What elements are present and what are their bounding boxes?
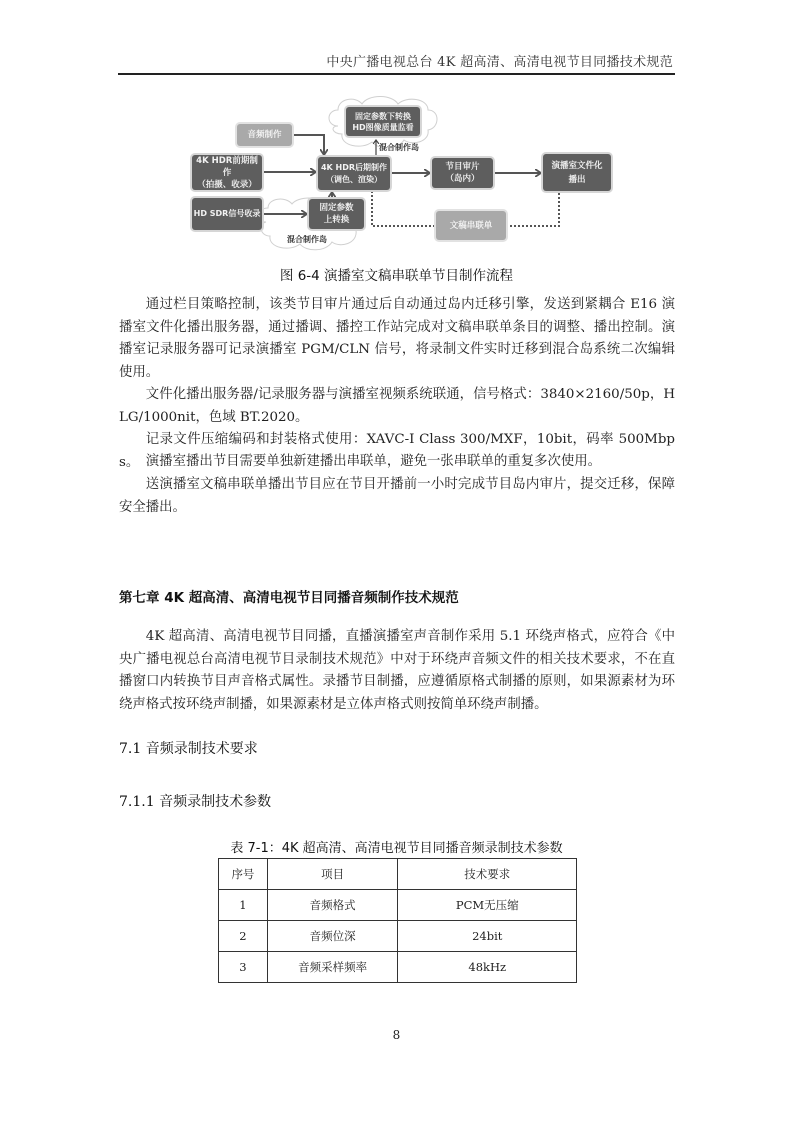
node-label: 固定参数下转换 [355, 111, 411, 121]
node-label: （调色、渲染） [326, 174, 382, 184]
node-4k-hdr-post-production [318, 157, 390, 190]
node-4k-hdr-pre-production [192, 155, 262, 190]
island-label-top: 混合制作岛 [379, 143, 419, 152]
paragraph: 送演播室文稿串联单播出节目应在节目开播前一小时完成节目岛内审片，提交迁移，保障安全播出。 [119, 477, 675, 515]
node-label: （岛内） [445, 174, 480, 184]
table-cell: 音频采样频率 [267, 952, 398, 983]
node-label: 演播室文件化 [551, 160, 603, 171]
flow-diagram [0, 0, 793, 260]
table-header-row [219, 859, 577, 890]
node-label: 上转换 [323, 215, 350, 225]
table-cell: 1 [219, 890, 268, 921]
table-cell: 音频格式 [267, 890, 398, 921]
paragraph: 记录文件压缩编码和封装格式使用：XAVC-I Class 300/MXF，10bit，码率 500Mbps。 [119, 432, 675, 470]
chapter-heading: 第七章 4K 超高清、高清电视节目同播音频制作技术规范 [119, 590, 459, 606]
node-studio-file-playout [543, 154, 611, 191]
node-label: 播出 [568, 174, 586, 185]
arrow-audio-to-post [292, 135, 324, 155]
section-heading-7-1-1: 7.1.1 音频录制技术参数 [119, 794, 272, 810]
node-label: HD SDR信号收录 [193, 209, 261, 218]
paragraph: 文件化播出服务器/记录服务器与演播室视频系统联通，信号格式：3840×2160/50p，HLG/1000nit，色域 BT.2020。 [119, 387, 675, 425]
node-label: 文稿串联单 [449, 220, 493, 231]
running-header: 中央广播电视总台 4K 超高清、高清电视节目同播技术规范 [326, 55, 673, 70]
table-cell: 48kHz [398, 952, 577, 983]
node-fixed-upconvert [309, 199, 364, 229]
section-heading-7-1: 7.1 音频录制技术要求 [119, 741, 258, 757]
node-label: HD图像质量监看 [352, 122, 414, 132]
table-row [219, 890, 577, 921]
table-row [219, 952, 577, 983]
node-hd-sdr-ingest [192, 198, 262, 230]
column-header: 技术要求 [398, 859, 577, 890]
table-cell: 音频位深 [267, 921, 398, 952]
node-program-review [432, 158, 493, 188]
paragraph: 演播室播出节目需要单独新建播出串联单，避免一张串联单的重复多次使用。 [145, 454, 602, 469]
audio-params-table [218, 858, 577, 983]
dotted-post-to-rundown [372, 191, 434, 226]
table-caption: 表 7-1：4K 超高清、高清电视节目同播音频录制技术参数 [230, 841, 563, 856]
chapter-intro: 4K 超高清、高清电视节目同播，直播演播室声音制作采用 5.1 环绕声格式，应符合《中央广播电视总台高清电视节目录制技术规范》中对于环绕声音频文件的相关技术要求，不在直播窗口内转换节目声音格式属性。录播节目制播，应遵循原格式制播的原则，如果源素材为环绕声格式按环绕声制播，如果源素材是立体声格式则按简单环绕声制播。 [119, 629, 675, 712]
table-cell: 24bit [398, 921, 577, 952]
column-header: 序号 [219, 859, 268, 890]
node-label: 固定参数 [319, 203, 354, 213]
node-audio-production [237, 124, 292, 146]
node-rundown [436, 211, 506, 240]
dotted-rundown-to-playout [506, 192, 559, 226]
figure-caption: 图 6-4 演播室文稿串联单节目制作流程 [279, 268, 514, 284]
table-cell: 2 [219, 921, 268, 952]
node-label: 节目审片 [445, 162, 480, 172]
table-cell: 3 [219, 952, 268, 983]
node-fixed-downconvert [346, 107, 420, 136]
table-row [219, 921, 577, 952]
table-cell: PCM无压缩 [398, 890, 577, 921]
node-label: 4K HDR后期制作 [320, 162, 388, 172]
island-label-bottom: 混合制作岛 [287, 235, 327, 244]
paragraph: 通过栏目策略控制，该类节目审片通过后自动通过岛内迁移引擎，发送到紧耦合 E16 演播室文件化播出服务器，通过播调、播控工作站完成对文稿串联单条目的调整、播出控制。演播室记录服务器可记录演播室 PGM/CLN 信号，将录制文件实时迁移到混合岛系统二次编辑使用。 [119, 297, 675, 380]
node-label: （拍摄、收录） [197, 179, 257, 190]
page-number: 8 [392, 1028, 401, 1042]
node-label: 音频制作 [247, 130, 282, 140]
node-label: 4K HDR前期制作 [196, 155, 258, 178]
column-header: 项目 [267, 859, 398, 890]
